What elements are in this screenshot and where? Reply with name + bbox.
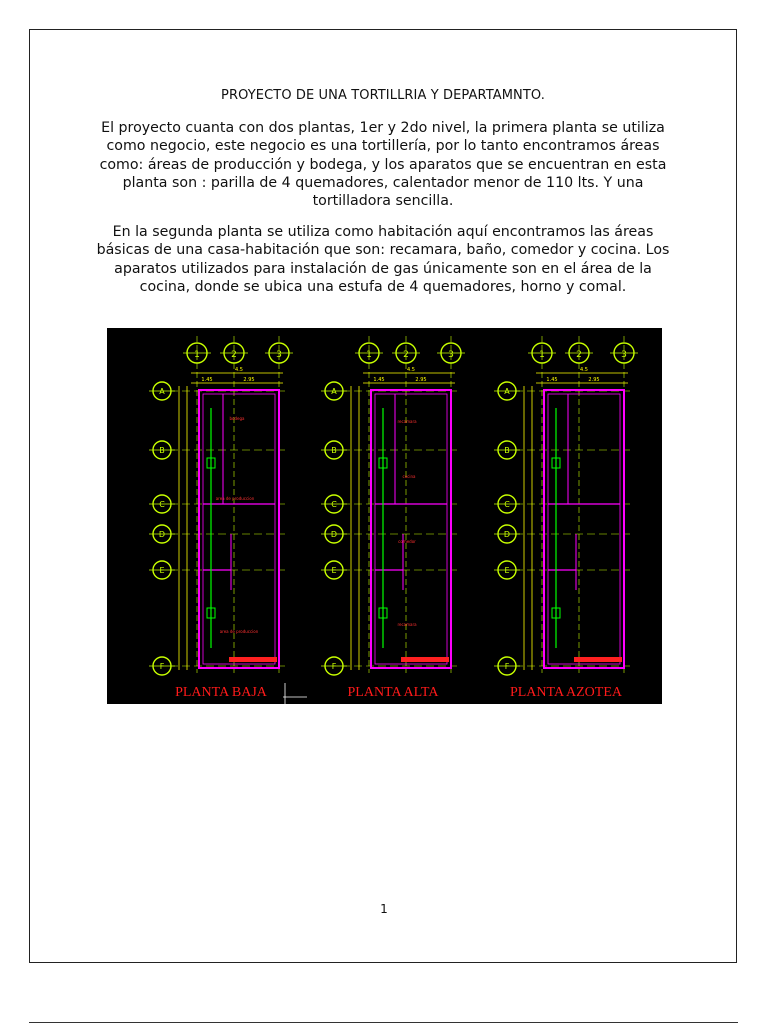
- row-axis-label: C: [331, 500, 337, 509]
- paragraph-intro: El proyecto cuanta con dos plantas, 1er y 2do nivel, la primera planta se utiliza como negocio, este negocio es una tortillería, por lo tanto encontramos áreas como: áreas de producción y bodega, y los aparatos que se encuentran en esta planta son : parilla de 4 quemadores, calentador menor de 110 lts. Y una tortilladora sencilla.: [99, 120, 667, 210]
- row-axis-label: A: [504, 387, 510, 396]
- room-label: area de produccion: [215, 496, 255, 501]
- column-axis-label: 2: [231, 350, 237, 360]
- interior-wall: [203, 394, 275, 664]
- plan-panel-3: [494, 336, 638, 700]
- room-label: comedor: [398, 539, 416, 544]
- room-label: recamara: [397, 622, 417, 627]
- plan-panel-1: [149, 336, 293, 700]
- row-axis-label: C: [504, 500, 510, 509]
- room-label: area de produccion: [219, 629, 259, 634]
- document-title: PROYECTO DE UNA TORTILLRIA Y DEPARTAMNTO.: [221, 88, 545, 103]
- counter: [229, 657, 277, 662]
- row-axis-label: E: [504, 566, 510, 575]
- row-axis-label: E: [159, 566, 165, 575]
- dimension-label: 2.95: [243, 377, 255, 383]
- interior-wall: [548, 394, 620, 664]
- row-axis-label: F: [159, 662, 165, 671]
- dimension-label: 2.95: [588, 377, 600, 383]
- column-axis-label: 1: [366, 350, 372, 360]
- room-label: bodega: [229, 416, 245, 421]
- row-axis-label: D: [330, 530, 338, 539]
- page-number: 1: [380, 902, 388, 916]
- plan-title: PLANTA ALTA: [347, 685, 439, 700]
- row-axis-label: A: [159, 387, 165, 396]
- footer-rule: [29, 1022, 738, 1023]
- plan-title: PLANTA BAJA: [175, 685, 267, 700]
- dimension-label: 1.45: [373, 377, 385, 383]
- column-axis-label: 2: [576, 350, 582, 360]
- row-axis-label: F: [331, 662, 337, 671]
- dimension-label: 4.5: [407, 367, 415, 373]
- dimension-label: 4.5: [580, 367, 588, 373]
- row-axis-label: D: [503, 530, 511, 539]
- row-axis-label: B: [331, 446, 337, 455]
- dimension-label: 4.5: [235, 367, 243, 373]
- column-axis-label: 3: [448, 350, 454, 360]
- row-axis-label: B: [159, 446, 165, 455]
- column-axis-label: 1: [539, 350, 545, 360]
- row-axis-label: E: [331, 566, 337, 575]
- counter: [574, 657, 622, 662]
- row-axis-label: C: [159, 500, 165, 509]
- plan-title: PLANTA AZOTEA: [509, 685, 623, 700]
- row-axis-label: B: [504, 446, 510, 455]
- dimension-label: 1.45: [546, 377, 558, 383]
- column-axis-label: 2: [403, 350, 409, 360]
- room-label: recamara: [397, 419, 417, 424]
- column-axis-label: 3: [276, 350, 282, 360]
- column-axis-label: 1: [194, 350, 200, 360]
- column-axis-label: 3: [621, 350, 627, 360]
- paragraph-second-floor: En la segunda planta se utiliza como habitación aquí encontramos las áreas básicas de una casa-habitación que son: recamara, baño, comedor y cocina. Los aparatos utilizados para instalación de gas únicamente son en el área de la cocina, donde se ubica una estufa de 4 quemadores, horno y comal.: [96, 224, 670, 295]
- plan-panel-2: [321, 336, 465, 700]
- row-axis-label: F: [504, 662, 510, 671]
- row-axis-label: A: [331, 387, 337, 396]
- counter: [401, 657, 449, 662]
- row-axis-label: D: [158, 530, 166, 539]
- dimension-label: 1.45: [201, 377, 213, 383]
- dimension-label: 2.95: [415, 377, 427, 383]
- room-label: cocina: [402, 474, 416, 479]
- floor-plans-image: [107, 328, 662, 704]
